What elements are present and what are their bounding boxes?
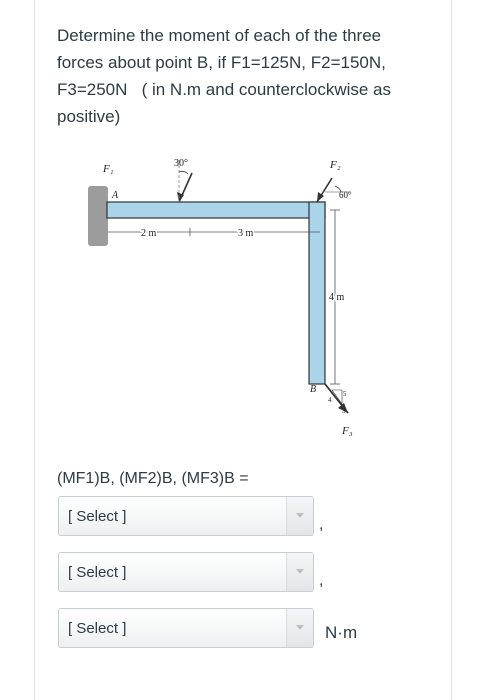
chevron-down-icon: [296, 513, 304, 518]
separator: ,: [319, 572, 324, 589]
dropdown-button: [286, 497, 313, 535]
frame-diagram: [80, 150, 380, 450]
question-line: positive): [57, 107, 121, 126]
label-tri-4: 4: [328, 396, 332, 404]
slope-triangle: [332, 390, 342, 404]
separator: ,: [319, 516, 324, 533]
unit-label: N·m: [325, 623, 358, 642]
chevron-down-icon: [296, 569, 304, 574]
wall-support: [88, 186, 108, 246]
question-line: forces about point B, if F1=125N, F2=150N,: [57, 53, 386, 72]
label-4m: 4 m: [329, 292, 345, 303]
question-text: [57, 22, 437, 130]
answer-select-1[interactable]: [58, 496, 314, 536]
label-f3: F₃: [342, 425, 353, 437]
label-tri-5: 5: [343, 390, 347, 398]
dropdown-button: [286, 553, 313, 591]
label-angle1: 30°: [174, 158, 188, 169]
label-a: A: [112, 190, 119, 201]
label-2m: 2 m: [141, 228, 157, 239]
question-line: F3=250N ( in N.m and counterclockwise as: [57, 80, 392, 99]
dropdown-button: [286, 609, 313, 647]
label-f1: F₁: [103, 163, 114, 175]
label-b: B: [310, 384, 317, 395]
question-line: Determine the moment of each of the three: [57, 26, 382, 45]
select-value: [ Select ]: [68, 620, 127, 637]
vertical-member: [309, 202, 325, 384]
answer-prompt: (MF1)B, (MF2)B, (MF3)B =: [57, 470, 249, 487]
chevron-down-icon: [296, 625, 304, 630]
label-f2: F₂: [330, 159, 341, 171]
label-3m: 3 m: [238, 228, 254, 239]
answer-select-3[interactable]: [58, 608, 314, 648]
select-value: [ Select ]: [68, 508, 127, 525]
answer-select-2[interactable]: [58, 552, 314, 592]
label-tri-3: 3: [342, 407, 346, 415]
select-value: [ Select ]: [68, 564, 127, 581]
horizontal-member: [107, 202, 325, 218]
label-angle2: 60°: [339, 190, 352, 200]
